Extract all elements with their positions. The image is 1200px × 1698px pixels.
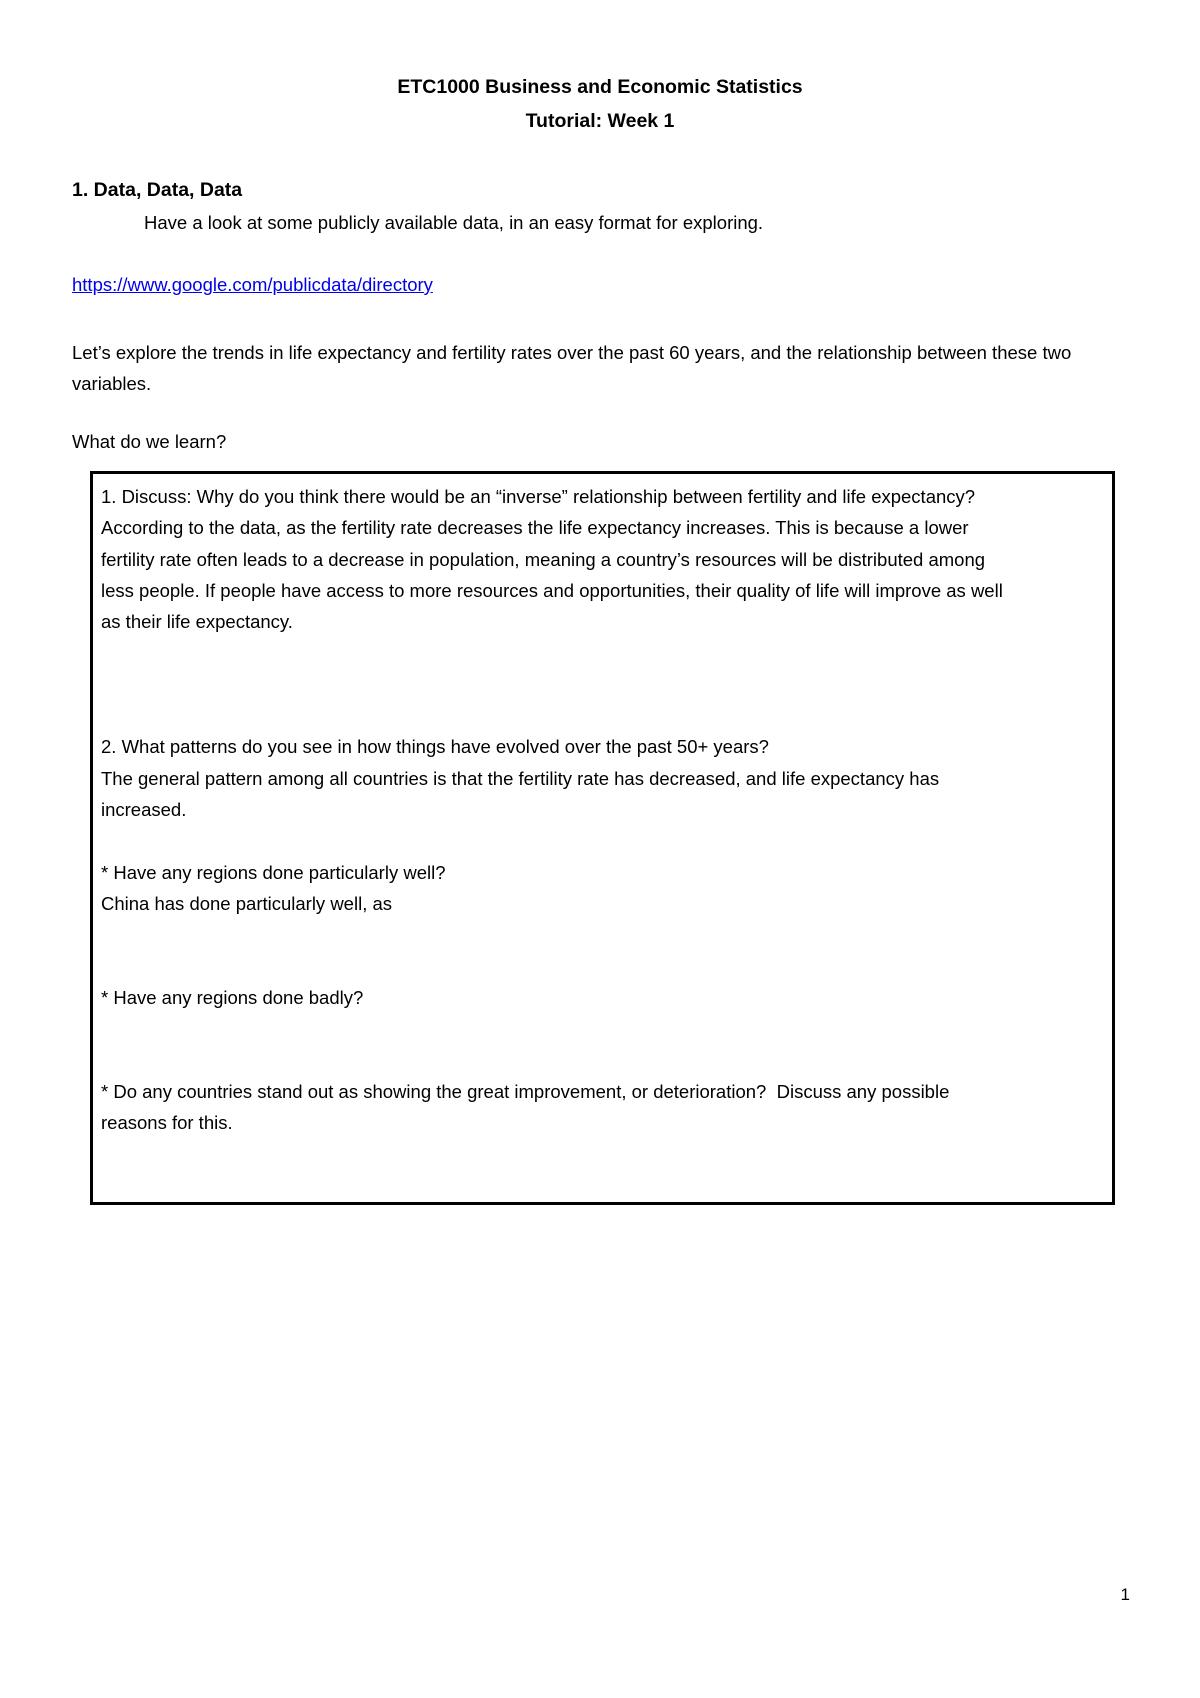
public-data-link[interactable]: https://www.google.com/publicdata/directory xyxy=(72,274,433,295)
answer-line xyxy=(101,825,1104,856)
answer-line: reasons for this. xyxy=(101,1111,233,1133)
answer-box[interactable] xyxy=(90,471,1115,1205)
answer-line xyxy=(101,669,1104,700)
answer-line xyxy=(101,1044,1104,1075)
answer-line: According to the data, as the fertility rate decreases the life expectancy increases. This is because a lower xyxy=(101,517,969,539)
answer-line: fertility rate often leads to a decrease in population, meaning a country’s resources will be distributed among xyxy=(101,548,986,570)
section-heading: 1. Data, Data, Data xyxy=(72,179,243,201)
answer-line xyxy=(101,700,1104,731)
answer-line xyxy=(101,950,1104,981)
answer-line xyxy=(101,1013,1104,1044)
section-question: What do we learn? xyxy=(72,431,227,452)
answer-line: * Have any regions done particularly well? xyxy=(101,861,446,883)
section-paragraph: Let’s explore the trends in life expectancy and fertility rates over the past 60 years, and the relationship between these two variables. xyxy=(72,342,1072,394)
answer-line: The general pattern among all countries is that the fertility rate has decreased, and life expectancy has xyxy=(101,767,940,789)
answer-line: China has done particularly well, as xyxy=(101,892,393,914)
answer-line: * Do any countries stand out as showing the great improvement, or deterioration? Discuss any possible xyxy=(101,1080,950,1102)
answer-line xyxy=(101,637,1104,668)
section-intro: Have a look at some publicly available data, in an easy format for exploring. xyxy=(144,212,764,233)
answer-line: 1. Discuss: Why do you think there would be an “inverse” relationship between fertility and life expectancy? xyxy=(101,486,976,507)
answer-line xyxy=(101,919,1104,950)
answer-line: increased. xyxy=(101,798,187,820)
answer-line: * Have any regions done badly? xyxy=(101,986,364,1008)
document-subtitle: Tutorial: Week 1 xyxy=(525,110,675,132)
page-number: 1 xyxy=(1120,1585,1130,1604)
answer-line: less people. If people have access to more resources and opportunities, their quality of life will improve as well xyxy=(101,579,1003,601)
answer-line: 2. What patterns do you see in how things have evolved over the past 50+ years? xyxy=(101,736,769,758)
answer-line: as their life expectancy. xyxy=(101,611,293,633)
document-title: ETC1000 Business and Economic Statistics xyxy=(397,76,803,98)
